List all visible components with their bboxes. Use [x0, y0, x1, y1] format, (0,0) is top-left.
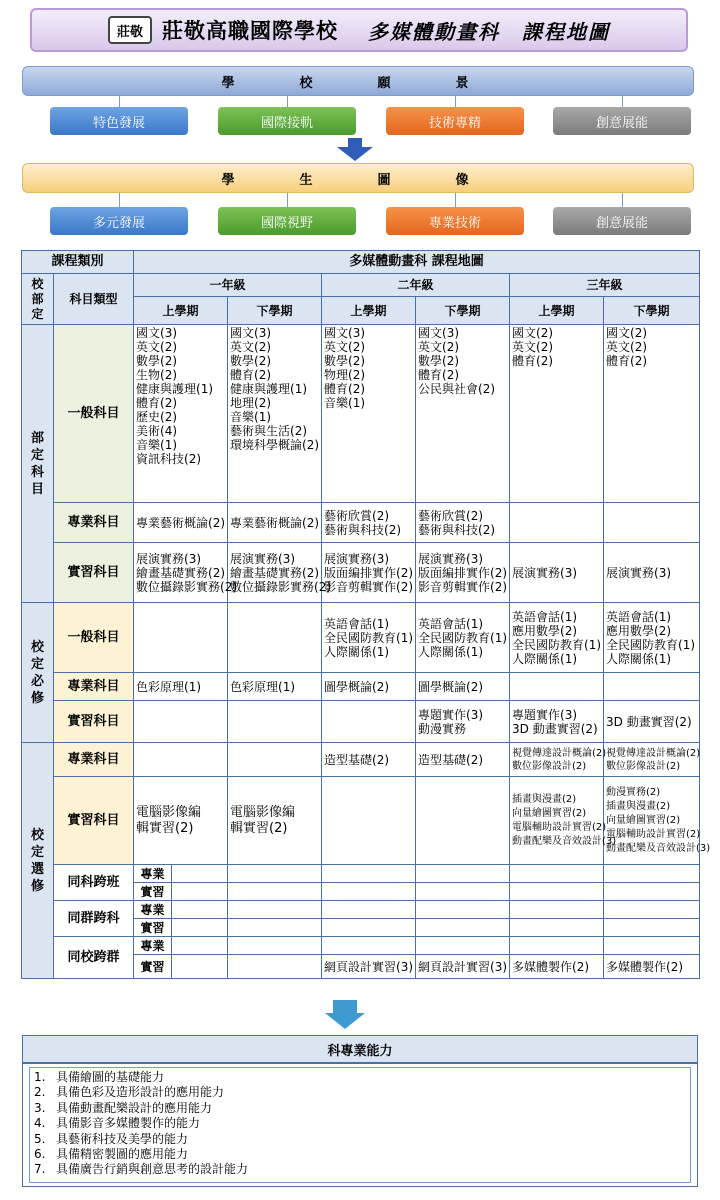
- course-item: 全民國防教育(1): [418, 630, 508, 645]
- course-item: 電腦影像編: [230, 804, 296, 820]
- course-item: 插畫與漫畫(2): [512, 793, 577, 805]
- course-item: 英語會話(1): [324, 616, 390, 631]
- cell: [604, 673, 700, 701]
- cell: [604, 883, 700, 901]
- course-item: 版面編排實作(2): [324, 565, 414, 580]
- course-item: 公民與社會(2): [418, 382, 496, 396]
- section-school-elective: 校定選修: [22, 743, 54, 979]
- sub-major: 專業: [134, 937, 172, 955]
- course-item: 國文(3): [136, 326, 178, 340]
- type-major: 專業科目: [54, 743, 134, 777]
- course-item: 藝術與科技(2): [418, 522, 496, 537]
- page-subtitle: 多媒體動畫科 課程地圖: [368, 19, 610, 44]
- subject-type-header: 科目類型: [54, 274, 134, 325]
- cell: [322, 701, 416, 743]
- course-item: 體育(2): [324, 382, 366, 396]
- cell: [604, 503, 700, 543]
- cell: [322, 673, 416, 701]
- type-major: 專業科目: [54, 673, 134, 701]
- cell: [604, 865, 700, 883]
- course-item: 資訊科技(2): [136, 452, 202, 466]
- cell: [228, 543, 332, 603]
- cell: [134, 743, 228, 777]
- cell: [322, 865, 416, 883]
- cell: [510, 603, 604, 673]
- course-item: 健康與護理(1): [230, 382, 308, 396]
- cell: 多媒體製作(2): [604, 955, 700, 979]
- cell: [322, 777, 416, 865]
- cell: [416, 937, 510, 955]
- cell: [322, 503, 416, 543]
- course-item: 英文(2): [606, 340, 648, 354]
- cell: [510, 901, 604, 919]
- ability-item: 2. 具備色彩及造形設計的應用能力: [34, 1085, 225, 1100]
- type-practice: 實習科目: [54, 701, 134, 743]
- course-item: 體育(2): [512, 354, 554, 368]
- course-item: 數學(2): [418, 354, 460, 368]
- course-item: 英文(2): [512, 340, 554, 354]
- cell: [604, 325, 700, 503]
- course-item: 3D 動畫實習(2): [606, 714, 692, 729]
- cell: [510, 543, 604, 603]
- type-cross-group: 同群跨科: [54, 901, 134, 937]
- course-item: 色彩原理(1): [136, 679, 202, 694]
- abilities-title: 科專業能力: [22, 1035, 698, 1063]
- section-dept-required: 部定科目: [22, 325, 54, 603]
- sub-practice: 實習: [134, 955, 172, 979]
- school-name: 莊敬高職國際學校: [162, 19, 338, 43]
- cell: [172, 901, 228, 919]
- cell: [604, 603, 700, 673]
- course-item: 藝術與生活(2): [230, 424, 308, 438]
- sub-major: 專業: [134, 901, 172, 919]
- course-item: 插畫與漫畫(2): [606, 800, 671, 812]
- course-item: 造型基礎(2): [418, 752, 484, 767]
- course-item: 影音剪輯實作(2): [418, 579, 508, 594]
- section-school-required: 校定必修: [22, 603, 54, 743]
- course-item: 國文(2): [606, 326, 648, 340]
- course-item: 動漫實務: [418, 721, 467, 736]
- course-item: 專業藝術概論(2): [136, 515, 226, 530]
- cell: [510, 865, 604, 883]
- cell: [134, 777, 228, 865]
- portrait-item-4: 創意展能: [553, 207, 691, 235]
- course-item: 數位攝錄影實務(2): [136, 579, 238, 594]
- school-logo: 莊敬: [108, 16, 152, 44]
- course-item: 電腦輔助設計實習(2): [512, 821, 607, 833]
- cell: [416, 673, 510, 701]
- course-item: 音樂(1): [324, 396, 366, 410]
- cell: [604, 919, 700, 937]
- course-item: 藝術欣賞(2): [418, 508, 484, 523]
- cell: 多媒體製作(2): [510, 955, 604, 979]
- course-item: 造型基礎(2): [324, 752, 390, 767]
- course-item: 數學(2): [136, 354, 178, 368]
- course-item: 展演實務(3): [418, 551, 484, 566]
- connector-line: [455, 193, 456, 207]
- cell: [322, 901, 416, 919]
- cell: [604, 701, 700, 743]
- course-item: 國文(3): [230, 326, 272, 340]
- school-dept-header: 校部定: [22, 274, 54, 325]
- cell: [604, 937, 700, 955]
- course-item: 應用數學(2): [606, 623, 672, 638]
- ability-item: 4. 具備影音多媒體製作的能力: [34, 1116, 201, 1131]
- cell: [228, 937, 322, 955]
- sub-practice: 實習: [134, 919, 172, 937]
- course-item: 體育(2): [230, 368, 272, 382]
- course-item: 視覺傳達設計概論(2): [606, 747, 701, 759]
- ability-item: 3. 具備動畫配樂設計的應用能力: [34, 1100, 213, 1115]
- page-header: [30, 8, 688, 52]
- grade-3-header: 三年級: [510, 274, 700, 297]
- cell: [510, 503, 604, 543]
- cell: [510, 937, 604, 955]
- course-item: 應用數學(2): [512, 623, 578, 638]
- course-item: 英文(2): [324, 340, 366, 354]
- cell: [416, 325, 510, 503]
- cell: [604, 777, 711, 865]
- cell: [172, 865, 228, 883]
- type-general: 一般科目: [54, 603, 134, 673]
- course-item: 版面編排實作(2): [418, 565, 508, 580]
- course-item: 人際關係(1): [512, 651, 578, 666]
- cell: [510, 701, 604, 743]
- cell: [322, 919, 416, 937]
- course-item: 輯實習(2): [230, 820, 288, 836]
- cell: [322, 603, 416, 673]
- cell: [228, 955, 322, 979]
- cell: [416, 503, 510, 543]
- type-cross-class: 同科跨班: [54, 865, 134, 901]
- course-category-header: 課程類別: [22, 251, 134, 274]
- course-item: 藝術欣賞(2): [324, 508, 390, 523]
- course-item: 動漫實務(2): [606, 786, 661, 798]
- cell: [510, 777, 617, 865]
- course-item: 影音剪輯實作(2): [324, 579, 414, 594]
- course-item: 3D 動畫實習(2): [512, 721, 598, 736]
- cell: [228, 603, 322, 673]
- cell: [228, 325, 322, 503]
- cell: [228, 865, 322, 883]
- course-item: 繪畫基礎實務(2): [136, 565, 226, 580]
- course-item: 美術(4): [136, 424, 178, 438]
- course-item: 國文(3): [324, 326, 366, 340]
- cell: [322, 743, 416, 777]
- cell: [228, 883, 322, 901]
- course-item: 體育(2): [606, 354, 648, 368]
- cell: [322, 883, 416, 901]
- course-item: 體育(2): [418, 368, 460, 382]
- course-item: 歷史(2): [136, 410, 178, 424]
- ability-item: 7. 具備廣告行銷與創意思考的設計能力: [34, 1162, 249, 1177]
- cell: [134, 701, 228, 743]
- school-vision-title: 學 校 願 景: [221, 75, 495, 91]
- portrait-item-3: 專業技術: [386, 207, 524, 235]
- cell: [228, 673, 322, 701]
- cell: [416, 743, 510, 777]
- school-vision-band: [22, 66, 694, 96]
- course-item: 藝術與科技(2): [324, 522, 402, 537]
- cell: [416, 919, 510, 937]
- cell: [510, 325, 604, 503]
- cell: [134, 673, 228, 701]
- cell: [322, 937, 416, 955]
- curriculum-map-table: [21, 250, 711, 979]
- course-item: 生物(2): [136, 368, 178, 382]
- cell: [416, 883, 510, 901]
- type-major: 專業科目: [54, 503, 134, 543]
- course-item: 英文(2): [418, 340, 460, 354]
- cell: [228, 503, 322, 543]
- course-item: 數學(2): [230, 354, 272, 368]
- connector-line: [622, 193, 623, 207]
- course-item: 健康與護理(1): [136, 382, 214, 396]
- grade-1-header: 一年級: [134, 274, 322, 297]
- cell: [228, 901, 322, 919]
- cell: [228, 777, 322, 865]
- vision-item-3: 技術專精: [386, 107, 524, 135]
- cell: [228, 701, 322, 743]
- cell: [322, 543, 416, 603]
- course-item: 英語會話(1): [606, 609, 672, 624]
- cell: [416, 543, 510, 603]
- course-item: 全民國防教育(1): [324, 630, 414, 645]
- sub-major: 專業: [134, 865, 172, 883]
- student-portrait-title: 學 生 圖 像: [221, 172, 495, 188]
- course-item: 音樂(1): [136, 438, 178, 452]
- course-item: 英文(2): [136, 340, 178, 354]
- course-item: 輯實習(2): [136, 820, 194, 836]
- course-item: 展演實務(3): [136, 551, 202, 566]
- course-item: 人際關係(1): [324, 644, 390, 659]
- semester-header: 上學期: [134, 297, 228, 325]
- abilities-list: [29, 1067, 691, 1183]
- course-item: 圖學概論(2): [324, 679, 390, 694]
- course-item: 全民國防教育(1): [512, 637, 602, 652]
- connector-line: [119, 193, 120, 207]
- ability-item: 1. 具備繪圖的基礎能力: [34, 1070, 165, 1084]
- course-item: 專業藝術概論(2): [230, 515, 320, 530]
- course-item: 物理(2): [324, 368, 366, 382]
- course-item: 繪畫基礎實務(2): [230, 565, 320, 580]
- cell: [416, 865, 510, 883]
- cell: [416, 603, 510, 673]
- course-item: 展演實務(3): [230, 551, 296, 566]
- course-item: 向量繪圖實習(2): [512, 807, 587, 819]
- type-practice: 實習科目: [54, 777, 134, 865]
- abilities-box: [22, 1063, 698, 1187]
- course-item: 數位影像設計(2): [606, 760, 681, 772]
- course-item: 環境科學概論(2): [230, 438, 320, 452]
- course-item: 國文(2): [512, 326, 554, 340]
- down-arrow-icon: [325, 1013, 365, 1029]
- cell: 網頁設計實習(3): [416, 955, 510, 979]
- type-general: 一般科目: [54, 325, 134, 503]
- course-item: 展演實務(3): [606, 565, 672, 580]
- cell: [172, 955, 228, 979]
- curriculum-map-header: 多媒體動畫科 課程地圖: [134, 251, 700, 274]
- portrait-item-1: 多元發展: [50, 207, 188, 235]
- semester-header: 上學期: [322, 297, 416, 325]
- course-item: 數位攝錄影實務(2): [230, 579, 332, 594]
- course-item: 動畫配樂及音效設計(3): [512, 835, 617, 847]
- cell: [172, 883, 228, 901]
- vision-item-4: 創意展能: [553, 107, 691, 135]
- cell: [172, 919, 228, 937]
- course-item: 專題實作(3): [418, 707, 484, 722]
- cell: [322, 325, 416, 503]
- student-portrait-band: [22, 163, 694, 193]
- down-arrow-icon: [333, 1000, 357, 1014]
- cell: [228, 743, 322, 777]
- course-item: 地理(2): [230, 396, 272, 410]
- course-item: 人際關係(1): [418, 644, 484, 659]
- course-item: 向量繪圖實習(2): [606, 814, 681, 826]
- type-cross-school: 同校跨群: [54, 937, 134, 979]
- semester-header: 下學期: [228, 297, 322, 325]
- cell: 網頁設計實習(3): [322, 955, 416, 979]
- portrait-item-2: 國際視野: [218, 207, 356, 235]
- cell: [416, 701, 510, 743]
- cell: [416, 777, 510, 865]
- course-item: 英文(2): [230, 340, 272, 354]
- down-arrow-icon: [337, 147, 373, 161]
- semester-header: 下學期: [416, 297, 510, 325]
- course-item: 展演實務(3): [512, 565, 578, 580]
- ability-item: 6. 具備精密製圖的應用能力: [34, 1147, 189, 1162]
- course-item: 音樂(1): [230, 410, 272, 424]
- cell: [172, 937, 228, 955]
- ability-item: 5. 具藝術科技及美學的能力: [34, 1131, 189, 1146]
- course-item: 數位影像設計(2): [512, 760, 587, 772]
- course-item: 人際關係(1): [606, 651, 672, 666]
- course-item: 數學(2): [324, 354, 366, 368]
- type-practice: 實習科目: [54, 543, 134, 603]
- course-item: 英語會話(1): [418, 616, 484, 631]
- course-item: 全民國防教育(1): [606, 637, 696, 652]
- sub-practice: 實習: [134, 883, 172, 901]
- cell: [228, 919, 322, 937]
- cell: [510, 883, 604, 901]
- cell: [604, 901, 700, 919]
- cell: [134, 503, 228, 543]
- vision-item-2: 國際接軌: [218, 107, 356, 135]
- connector-line: [287, 193, 288, 207]
- cell: [416, 901, 510, 919]
- cell: [510, 919, 604, 937]
- vision-item-1: 特色發展: [50, 107, 188, 135]
- course-item: 國文(3): [418, 326, 460, 340]
- course-item: 色彩原理(1): [230, 679, 296, 694]
- cell: [604, 743, 700, 777]
- course-item: 展演實務(3): [324, 551, 390, 566]
- semester-header: 下學期: [604, 297, 700, 325]
- cell: [604, 543, 700, 603]
- course-item: 體育(2): [136, 396, 178, 410]
- course-item: 專題實作(3): [512, 707, 578, 722]
- course-item: 電腦影像編: [136, 804, 202, 820]
- semester-header: 上學期: [510, 297, 604, 325]
- course-item: 電腦輔助設計實習(2): [606, 828, 701, 840]
- course-item: 動畫配樂及音效設計(3): [606, 842, 711, 854]
- cell: [134, 325, 228, 503]
- cell: [510, 743, 607, 777]
- course-item: 視覺傳達設計概論(2): [512, 747, 607, 759]
- cell: [134, 543, 238, 603]
- cell: [134, 603, 228, 673]
- course-item: 圖學概論(2): [418, 679, 484, 694]
- cell: [510, 673, 604, 701]
- course-item: 英語會話(1): [512, 609, 578, 624]
- grade-2-header: 二年級: [322, 274, 510, 297]
